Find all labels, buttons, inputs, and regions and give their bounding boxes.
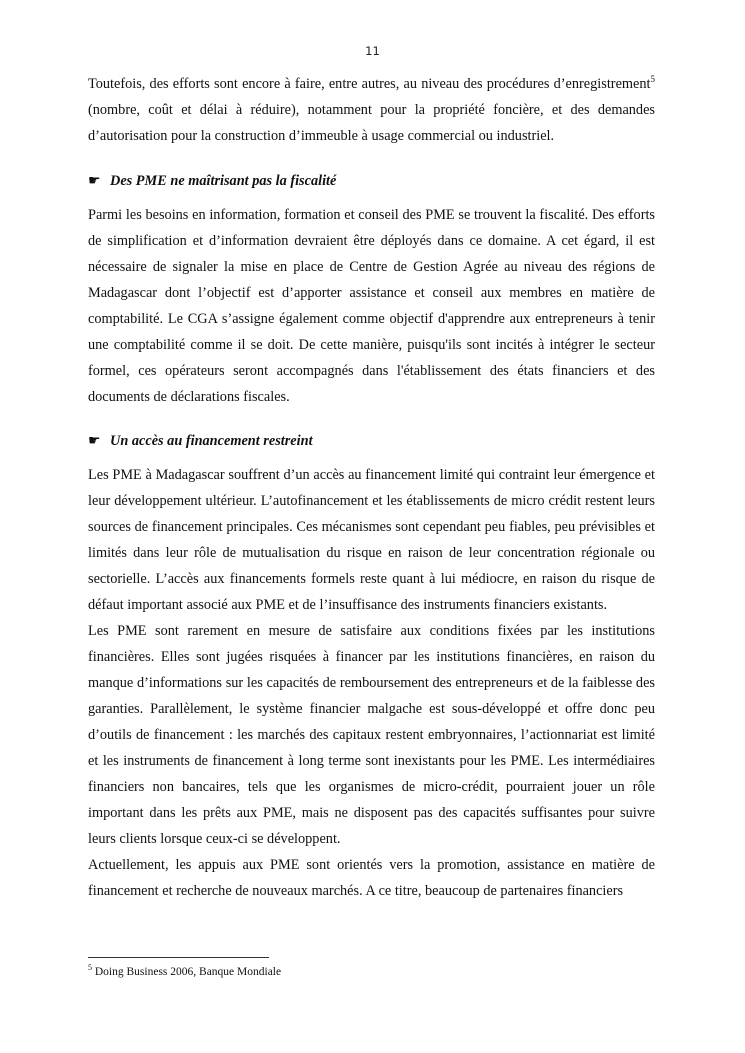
footnote-reference[interactable]: 5: [650, 74, 655, 85]
section-heading-financement: [88, 428, 655, 454]
section-paragraph-fiscalite: [88, 202, 655, 410]
footnote-text: Doing Business 2006, Banque Mondiale: [92, 966, 282, 978]
pointing-hand-icon: ☛: [88, 173, 101, 189]
section-title: Un accès au financement restreint: [110, 433, 313, 449]
paragraph-text: Actuellement, les appuis aux PME sont orientés vers la promotion, assistance en matière de financement et recherche de nouveaux marchés. A ce titre, beaucoup de partenaires financiers: [88, 857, 655, 899]
footnote-separator: [88, 957, 269, 958]
section-heading-fiscalite: [88, 168, 655, 194]
page-number: 11: [365, 44, 380, 58]
paragraph-text: Parmi les besoins en information, formation et conseil des PME se trouvent la fiscalité. Des efforts de simplification et d’information devraient être déployés dans ce domaine. A cet égard, il est nécessaire de signaler la mise en place de Centre de Gestion Agrée au niveau des régions de Madagascar dont l’objectif est d’apporter assistance et conseil aux membres en matière de comptabilité. Le CGA s’assigne également comme objectif d'apprendre aux entrepreneurs à tenir une comptabilité comme il se doit. De cette manière, puisqu'ils sont incités à intégrer le secteur formel, ces opérateurs seront accompagnés dans l'établissement des états financiers et des documents de déclarations fiscales.: [88, 207, 655, 405]
pointing-hand-icon: ☛: [88, 433, 101, 449]
intro-text-start: Toutefois, des efforts sont encore à faire, entre autres, au niveau des procédures d’enregistrement: [88, 76, 651, 92]
footnote: [88, 964, 281, 980]
paragraph-text: Les PME à Madagascar souffrent d’un accès au financement limité qui contraint leur émergence et leur développement ultérieur. L’autofinancement et les établissements de micro crédit restent leurs sources de financement principales. Ces mécanismes sont cependant peu fiables, peu prévisibles et limités dans leur rôle de mutualisation du risque en raison de leur concentration régionale ou sectorielle. L’accès aux financements formels reste quant à lui médiocre, en raison du risque de défaut important associé aux PME et de l’insuffisance des instruments financiers existants.: [88, 467, 655, 613]
paragraph-text: Les PME sont rarement en mesure de satisfaire aux conditions fixées par les institutions financières. Elles sont jugées risquées à financer par les institutions financières, en raison du manque d’informations sur les capacités de remboursement des entrepreneurs et de la faiblesse des garanties. Parallèlement, le système financier malgache est sous-développé et offre donc peu d’outils de financement : les marchés des capitaux restent embryonnaires, l’actionnariat est limité et les instruments de financement à long terme sont inexistants pour les PME. Les intermédiaires financiers non bancaires, tels que les organismes de micro-crédit, pourraient jouer un rôle important dans les prêts aux PME, mais ne disposent pas des capacités suffisantes pour suivre leurs clients lorsque ceux-ci se développent.: [88, 623, 655, 847]
intro-paragraph: [88, 71, 655, 149]
section-title: Des PME ne maîtrisant pas la fiscalité: [110, 173, 337, 189]
footnote-number: 5: [88, 963, 92, 973]
intro-text-end: (nombre, coût et délai à réduire), notamment pour la propriété foncière, et des demandes d’autorisation pour la construction d’immeuble à usage commercial ou industriel.: [88, 102, 655, 144]
section-body-financement: [88, 462, 655, 904]
